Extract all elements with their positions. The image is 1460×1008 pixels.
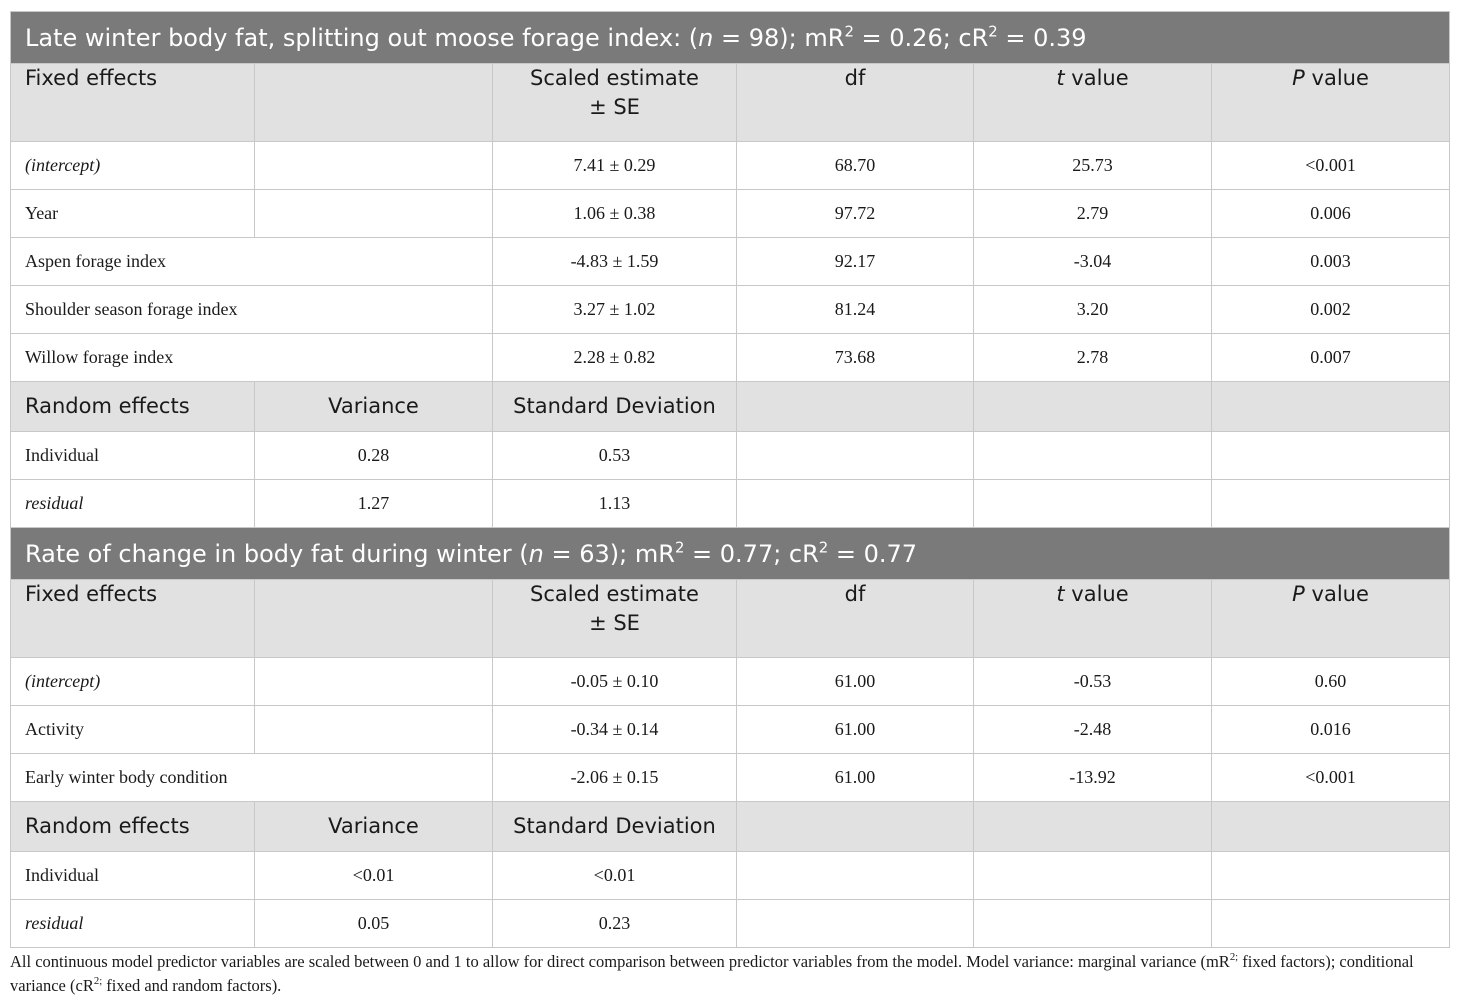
fixed-effects-header: Fixed effects: [11, 580, 255, 658]
fixed-effects-header-row: [11, 580, 1450, 658]
scaled-estimate-header: Scaled estimate ± SE: [493, 580, 737, 658]
empty-cell: [1212, 852, 1450, 900]
standard-deviation-header: Standard Deviation: [493, 382, 737, 432]
empty-cell: [255, 190, 493, 238]
t-value-cell: 2.78: [974, 334, 1212, 382]
p-value-cell: 0.007: [1212, 334, 1450, 382]
estimate-cell: 2.28 ± 0.82: [493, 334, 737, 382]
effect-name: Willow forage index: [11, 334, 493, 382]
table-row: [11, 480, 1450, 528]
effect-name: residual: [11, 900, 255, 948]
effect-name: Shoulder season forage index: [11, 286, 493, 334]
sd-cell: <0.01: [493, 852, 737, 900]
random-effects-header-row: [11, 382, 1450, 432]
section-title-row: [11, 528, 1450, 580]
empty-cell: [737, 480, 974, 528]
variance-cell: <0.01: [255, 852, 493, 900]
table-row: [11, 852, 1450, 900]
p-value-cell: <0.001: [1212, 754, 1450, 802]
random-effects-header-row: [11, 802, 1450, 852]
effect-name: Early winter body condition: [11, 754, 493, 802]
empty-cell: [255, 580, 493, 658]
random-effects-header: Random effects: [11, 802, 255, 852]
effect-name: (intercept): [11, 658, 255, 706]
empty-cell: [1212, 802, 1450, 852]
table-row: [11, 238, 1450, 286]
effect-name: Activity: [11, 706, 255, 754]
section-title-row: [11, 12, 1450, 64]
t-value-cell: 3.20: [974, 286, 1212, 334]
scaled-estimate-header: Scaled estimate ± SE: [493, 64, 737, 142]
empty-cell: [974, 382, 1212, 432]
estimate-cell: -0.34 ± 0.14: [493, 706, 737, 754]
table-row: [11, 706, 1450, 754]
p-value-cell: <0.001: [1212, 142, 1450, 190]
t-value-cell: -3.04: [974, 238, 1212, 286]
variance-cell: 1.27: [255, 480, 493, 528]
model-results-table: [10, 11, 1450, 948]
table-row: [11, 286, 1450, 334]
t-value-header: t value: [974, 580, 1212, 658]
empty-cell: [974, 900, 1212, 948]
empty-cell: [737, 900, 974, 948]
variance-header: Variance: [255, 382, 493, 432]
sd-cell: 1.13: [493, 480, 737, 528]
table-row: [11, 900, 1450, 948]
section-title: Rate of change in body fat during winter (n = 63); $mR^2 = 0.77$; $cR^2 = 0.77$: [11, 528, 1450, 580]
empty-cell: [255, 142, 493, 190]
section-title: Late winter body fat, splitting out moose forage index: (n = 98); $mR^2 = 0.26$; $cR^2 = 0.39$: [11, 12, 1450, 64]
empty-cell: [737, 852, 974, 900]
table-row: [11, 142, 1450, 190]
df-header: df: [737, 580, 974, 658]
variance-cell: 0.05: [255, 900, 493, 948]
empty-cell: [1212, 480, 1450, 528]
table-row: [11, 190, 1450, 238]
empty-cell: [974, 852, 1212, 900]
t-value-cell: -0.53: [974, 658, 1212, 706]
t-value-cell: 2.79: [974, 190, 1212, 238]
table-row: [11, 658, 1450, 706]
t-value-cell: -13.92: [974, 754, 1212, 802]
sd-cell: 0.23: [493, 900, 737, 948]
t-value-cell: 25.73: [974, 142, 1212, 190]
empty-cell: [255, 64, 493, 142]
estimate-cell: -0.05 ± 0.10: [493, 658, 737, 706]
effect-name: Individual: [11, 432, 255, 480]
p-value-cell: 0.60: [1212, 658, 1450, 706]
empty-cell: [974, 802, 1212, 852]
effect-name: Individual: [11, 852, 255, 900]
df-cell: 73.68: [737, 334, 974, 382]
df-cell: 97.72: [737, 190, 974, 238]
standard-deviation-header: Standard Deviation: [493, 802, 737, 852]
empty-cell: [737, 382, 974, 432]
fixed-effects-header-row: [11, 64, 1450, 142]
empty-cell: [255, 706, 493, 754]
empty-cell: [974, 480, 1212, 528]
table-row: [11, 754, 1450, 802]
sd-cell: 0.53: [493, 432, 737, 480]
df-cell: 92.17: [737, 238, 974, 286]
effect-name: Year: [11, 190, 255, 238]
estimate-cell: 7.41 ± 0.29: [493, 142, 737, 190]
p-value-header: P value: [1212, 580, 1450, 658]
empty-cell: [737, 432, 974, 480]
empty-cell: [255, 658, 493, 706]
df-cell: 61.00: [737, 706, 974, 754]
empty-cell: [1212, 382, 1450, 432]
df-cell: 61.00: [737, 754, 974, 802]
df-cell: 61.00: [737, 658, 974, 706]
estimate-cell: -4.83 ± 1.59: [493, 238, 737, 286]
df-cell: 81.24: [737, 286, 974, 334]
df-cell: 68.70: [737, 142, 974, 190]
estimate-cell: 3.27 ± 1.02: [493, 286, 737, 334]
table-row: [11, 432, 1450, 480]
effect-name: residual: [11, 480, 255, 528]
empty-cell: [1212, 432, 1450, 480]
variance-cell: 0.28: [255, 432, 493, 480]
p-value-cell: 0.002: [1212, 286, 1450, 334]
effect-name: (intercept): [11, 142, 255, 190]
empty-cell: [1212, 900, 1450, 948]
variance-header: Variance: [255, 802, 493, 852]
p-value-cell: 0.006: [1212, 190, 1450, 238]
table-footnote: All continuous model predictor variables are scaled between 0 and 1 to allow for direct comparison between predictor variables from the model. Model variance: marginal variance ($mR^{2;}$ fixed factors); conditional variance ($cR^{2;}$ fixed and random factors).: [10, 951, 1414, 995]
p-value-header: P value: [1212, 64, 1450, 142]
empty-cell: [737, 802, 974, 852]
t-value-header: t value: [974, 64, 1212, 142]
p-value-cell: 0.003: [1212, 238, 1450, 286]
table-row: [11, 334, 1450, 382]
df-header: df: [737, 64, 974, 142]
empty-cell: [974, 432, 1212, 480]
fixed-effects-header: Fixed effects: [11, 64, 255, 142]
effect-name: Aspen forage index: [11, 238, 493, 286]
random-effects-header: Random effects: [11, 382, 255, 432]
estimate-cell: -2.06 ± 0.15: [493, 754, 737, 802]
p-value-cell: 0.016: [1212, 706, 1450, 754]
estimate-cell: 1.06 ± 0.38: [493, 190, 737, 238]
t-value-cell: -2.48: [974, 706, 1212, 754]
